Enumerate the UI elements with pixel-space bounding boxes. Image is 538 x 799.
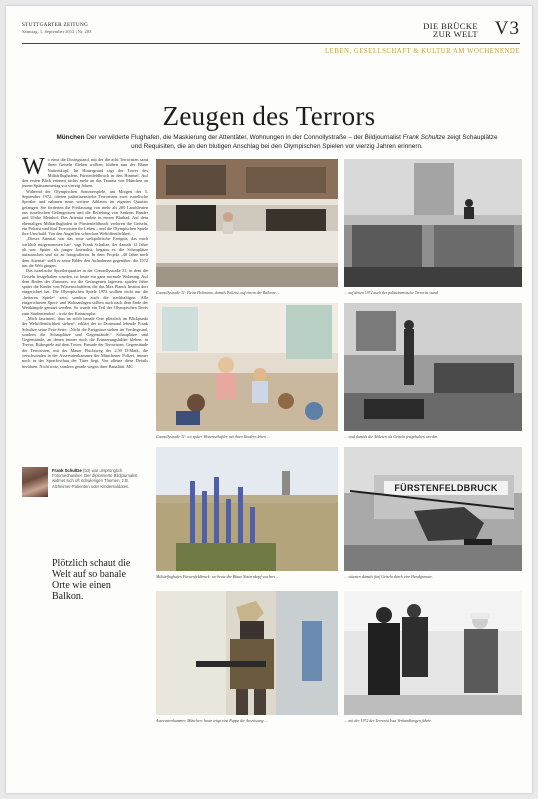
lead-text-2: zeigt Schauplätze und Requisiten, die an den blutigen Anschlag bei den Olympischen Spielen vor vierzig Jahren erinnern. (131, 134, 498, 150)
author-portrait (22, 467, 48, 497)
author-bio (52, 468, 148, 489)
airfield-sign: FÜRSTENFELDBRUCK (394, 483, 498, 493)
photo-kids-room (156, 303, 338, 431)
photo-caption: … sind damals die Athleten als Geiseln festgehalten worden. (344, 435, 439, 439)
author-box (22, 467, 148, 497)
author-sign: MC (126, 363, 134, 369)
photo-evidence-dummy (156, 591, 338, 715)
photo-negotiation-1972 (344, 591, 522, 715)
rubric-line-1: DIE BRÜCKE (423, 21, 478, 31)
drop-cap: W (22, 154, 45, 180)
article-paragraph (22, 316, 148, 369)
photo-caption: Connollystraße 31: wo später Wissenschaftler mit ihren Kindern leben … (156, 435, 271, 439)
pull-quote: Plötzlich schaut die Welt auf so banale Orte wie einen Balkon. (52, 558, 131, 602)
article-paragraph: Während der Olympischen Sommerspiele, am Morgen des 5. September 1972, töteten palästinensische Terroristen zwei israelische Sportler und nahmen neun weitere Athleten im eigenen Quartier gefangen. Sie forderten die Freilassung von mehr als 200 Landsleuten aus israelischen Gefängnissen und die Befreiung von Andreas Baader und Ulrike Meinhof. Das Attentat endete in einem Blutbad. Auf dem ehemaligen Militärflughafen in Fürstenfeldbruck verloren die Geiseln, ein Polizist und fünf Terroristen ihr Leben – und die Olympischen Spiele ihre Unschuld. Von den Angriffen schrecken Weltöffentlichkeit. (22, 188, 148, 237)
photo-caption: Asservatenkammer, München: heute trägt eine Puppe die Ausrüstung … (156, 719, 268, 723)
rubric-line-2: ZUR WELT (433, 29, 478, 39)
section-label: LEBEN, GESELLSCHAFT & KULTUR AM WOCHENENDE (325, 48, 520, 55)
article-text: o einst die Dosingstand, mit der die acht Terroristen samt ihren Geiseln fliehen wollten, blühen nun der Blaue Natternkopf. Im Hintergrund ragt der Tower des Militärflughafens Fürstenfeldbruck in den Himmel. Auf den ersten Blick erinnert nichts mehr an das Trauma von München an jenem Spätsommertag vor vierzig Jahren. (22, 157, 148, 189)
author-bio-text: (53) war ursprünglich Fotomechaniker. Der diplomierte Bildjournalist widmet sich oft schwierigen Themen, z.B. Alzheimer-Patienten oder Kindersoldaten. (52, 468, 138, 489)
photo-caption: … stürzten damals fünf Geiseln durch eine Handgranate. (344, 575, 433, 579)
masthead-left (22, 22, 172, 34)
lead-text-1: Der verwilderte Flughafen, die Maskierung der Attentäter, Wohnungen in der Connollystraße – der Bildjournalist (84, 134, 403, 141)
photo-caption: … mit der 1972 der Terrorist Issa Verhandlungen führte. (344, 719, 432, 723)
masthead-rule (22, 43, 520, 44)
issue-date: Samstag, 1. September 2012 | Nr. 203 (22, 29, 92, 34)
article-paragraph: „Dieses Attentat war das erste weltpolitische Ereignis, das mich wirklich mitgenommen hat“, sagt Frank Schultze, der damals 12 Jahre alt war. Später als junger Journalist, begann er, die Schauplätze aufzusuchen und sie zu fotografieren. In dem Projekt „40 Jahre nach dem Attentat“ stellt er seine Bilder den Aufnahmen gegenüber, die 1972 um die Welt gingen. (22, 236, 148, 268)
photo-helicopter-1972 (344, 447, 522, 571)
photo-caption: Connollystraße 31: Heinz Holtmann, damals Polizist, auf einem der Balkone … (156, 291, 281, 295)
rubric-title (398, 22, 478, 38)
photo-caption: Militärflughafen Fürstenfeldbruck: wo heute der Blaue Natternkopf wuchert … (156, 575, 280, 579)
article-body (22, 154, 148, 369)
author-name: Frank Schultze (52, 468, 82, 473)
photo-room-1972 (344, 303, 522, 431)
lead-place: München (56, 134, 85, 141)
newspaper-page (6, 6, 532, 793)
article-text: „Mich fasziniert, dass an solch banale Orte plötzlich im Blickpunkt der Weltöffentlichkeit stehen“, erklärt der in Dortmund lebende Frank Schultze seine Foto-Serie. „Nicht die Ereignisse stehen im Vordergrund, sondern die Schauplätze und Gegenstände.“ Schauplätze und Gegenstände, an denen immer noch die Erinnerungsbilder kleben: in Trevor, Rührspiele auf dem Tower, Fassade der Terroristen, Gegenstände der Terroristen, mit der Mauer Fluchtweg der 2,50 D-Mark, die verschwinden in der Asservatenkammer der Münchener Polizei, immer noch in der Sportfoschau der Täter liegt. Von alleine diese Details berühren. Nicht trotz, sondern gerade wegen ihrer Banalität. (22, 315, 148, 369)
paper-name: STUTTGARTER ZEITUNG (22, 22, 89, 28)
article-paragraph (22, 154, 148, 189)
headline: Zeugen des Terrors (162, 101, 376, 131)
lead-paragraph (54, 133, 500, 151)
photo-airfield-flowers (156, 447, 338, 571)
page-number: V3 (494, 18, 520, 39)
photo-balcony-1972 (344, 159, 522, 287)
lead-photographer: Frank Schultze (402, 134, 446, 141)
photo-caption: … auf denen 1972 auch der palästinensische Terrorist stand (344, 291, 438, 295)
photo-balcony-today (156, 159, 338, 287)
article-paragraph: Das israelische Sportlerquartier in der Connollystraße 31, in dem die Geiseln festgehalten wurden, ist heute ein ganz normale Wohnung. Auf dem Boden des Zimmers, wo die Gefangenen lagerten, spielen Jahre später die Kinder von Wissenschaftlern, die das Max Planck Institut dort eingerichtet hat. Die Olympischen Spiele 1972 wollten nicht nur die „heiteren Spiele“ sein, sondern auch die nachhaltigen. Alle eingerichteten Sport- und Wohnanlagen sollten auch nach dem Ende der Wettkämpfe genutzt werden. So wurde ein Teil des Olympischen Dorfs zum Studentendorf – trotz der Katastrophe. (22, 268, 148, 316)
